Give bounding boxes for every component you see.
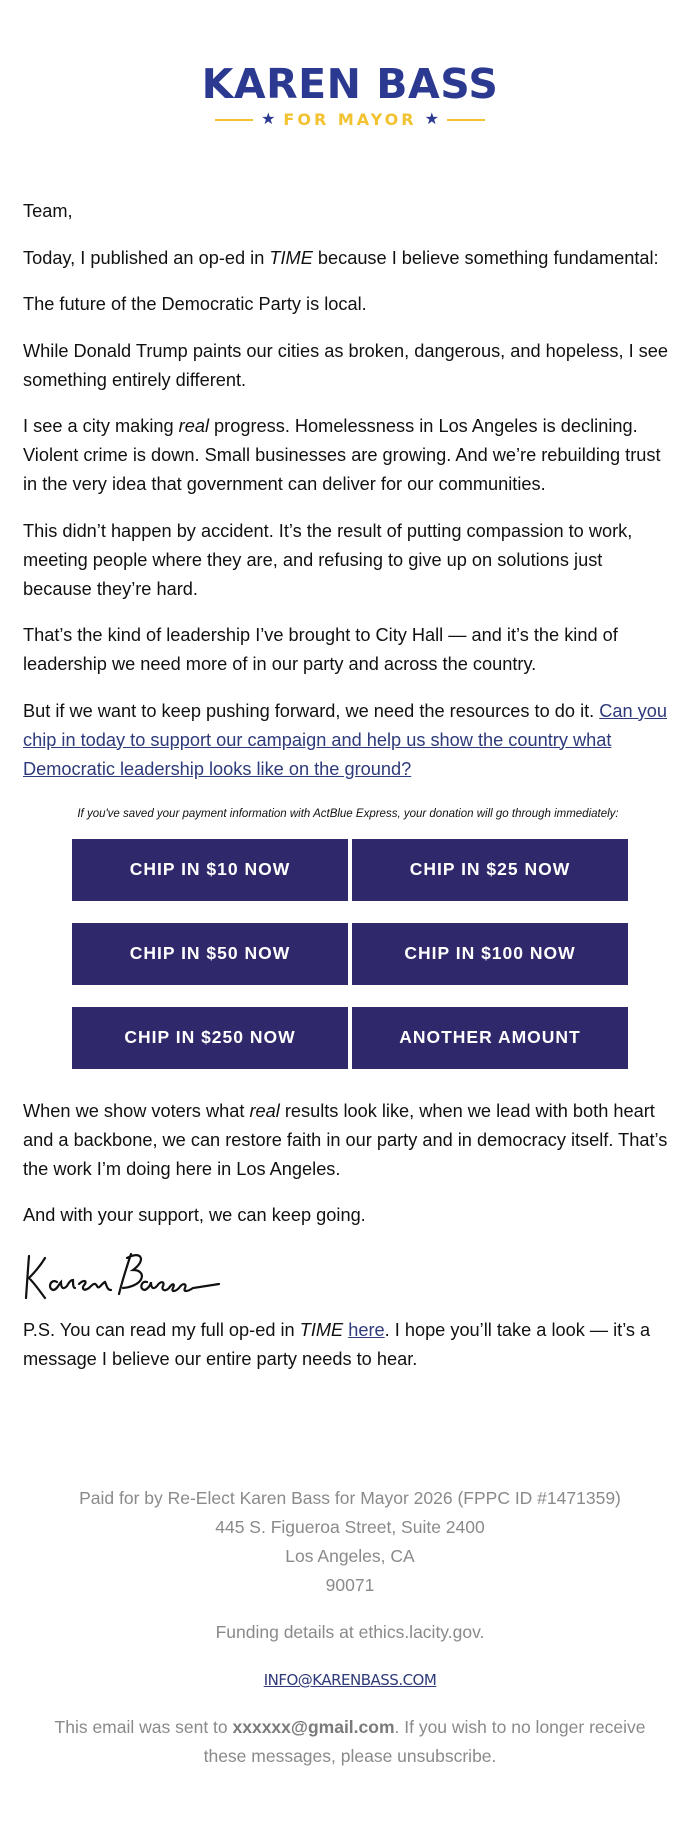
logo-divider: [215, 119, 253, 121]
paragraph: [23, 697, 673, 784]
another-amount-button[interactable]: ANOTHER AMOUNT: [352, 1007, 628, 1069]
paragraph: [23, 412, 673, 499]
text: because I believe something fundamental:: [312, 247, 659, 268]
donate-link[interactable]: Can you chip in today to support our campaign and help us show the country what Democratic leadership looks like on the ground?: [23, 700, 668, 779]
text: This email was sent to: [54, 1717, 233, 1737]
recipient-email: xxxxxx@gmail.com: [232, 1717, 395, 1737]
signature-image: [23, 1248, 223, 1306]
paragraph: [23, 1097, 673, 1184]
footer: [0, 1484, 700, 1789]
paragraph: And with your support, we can keep going.: [23, 1205, 366, 1225]
actblue-note: If you've saved your payment information with ActBlue Express, your donation will go through immediately:: [77, 807, 619, 820]
email-body: [23, 197, 673, 1391]
chip-in-10-button[interactable]: CHIP IN $10 NOW: [72, 839, 348, 901]
greeting: Team,: [23, 201, 73, 221]
emphasis: real: [249, 1100, 280, 1121]
text: results look like, when we lead with both heart and a backbone, we can restore faith in our party and in democracy itself. That’s the work I’m doing here in Los Angeles.: [23, 1100, 668, 1179]
paragraph: The future of the Democratic Party is local.: [23, 294, 367, 314]
paragraph: This didn’t happen by accident. It’s the result of putting compassion to work, meeting people where they are, and refusing to give up on solutions just because they’re hard.: [23, 520, 633, 599]
text: When we show voters what: [23, 1100, 250, 1121]
signature: [23, 1248, 673, 1306]
paragraph: [23, 244, 673, 273]
paragraph: That’s the kind of leadership I’ve brought to City Hall — and it’s the kind of leadership we need more of in our party and across the country.: [23, 625, 618, 674]
logo-name: KAREN BASS: [201, 60, 499, 108]
contact-row: [0, 1665, 700, 1695]
city-state: Los Angeles, CA: [285, 1546, 415, 1566]
chip-in-25-button[interactable]: CHIP IN $25 NOW: [352, 839, 628, 901]
emphasis: real: [178, 416, 209, 436]
op-ed-link[interactable]: here: [348, 1319, 385, 1340]
star-icon: ★: [261, 110, 276, 128]
logo-divider: [447, 119, 485, 121]
contact-email-link[interactable]: INFO@KARENBASS.COM: [263, 1671, 437, 1689]
text: But if we want to keep pushing forward, we need the resources to do it.: [23, 700, 600, 721]
zip-code: 90071: [325, 1575, 375, 1595]
emphasis: TIME: [269, 247, 313, 268]
emphasis: TIME: [299, 1319, 344, 1340]
unsubscribe-note: [0, 1713, 700, 1771]
chip-in-250-button[interactable]: CHIP IN $250 NOW: [72, 1007, 348, 1069]
logo-tagline-row: [0, 110, 700, 129]
donation-buttons: [72, 839, 673, 1069]
text: progress. Homelessness in Los Angeles is declining. Violent crime is down. Small businesses are growing. And we’re rebuilding trust in the very idea that government can deliver for our communities.: [23, 416, 661, 494]
chip-in-100-button[interactable]: CHIP IN $100 NOW: [352, 923, 628, 985]
paragraph: While Donald Trump paints our cities as broken, dangerous, and hopeless, I see something entirely different.: [23, 340, 669, 390]
logo-tagline: FOR MAYOR: [283, 110, 417, 129]
funding-details: Funding details at ethics.lacity.gov.: [215, 1622, 485, 1642]
campaign-logo: [0, 62, 700, 129]
paid-for-text: Paid for by Re-Elect Karen Bass for Mayor 2026 (FPPC ID #1471359): [79, 1488, 621, 1508]
star-icon: ★: [424, 110, 439, 128]
text: . I hope you’ll take a look — it’s a message I believe our entire party needs to hear.: [23, 1319, 651, 1369]
address-block: [0, 1484, 700, 1600]
street-address: 445 S. Figueroa Street, Suite 2400: [215, 1517, 485, 1537]
text: Today, I published an op-ed in: [23, 247, 270, 268]
postscript: [23, 1316, 673, 1374]
text: . If you wish to no longer receive these messages, please unsubscribe.: [203, 1717, 646, 1766]
chip-in-50-button[interactable]: CHIP IN $50 NOW: [72, 923, 348, 985]
text: I see a city making: [23, 416, 179, 436]
text: P.S. You can read my full op-ed in: [23, 1319, 300, 1340]
